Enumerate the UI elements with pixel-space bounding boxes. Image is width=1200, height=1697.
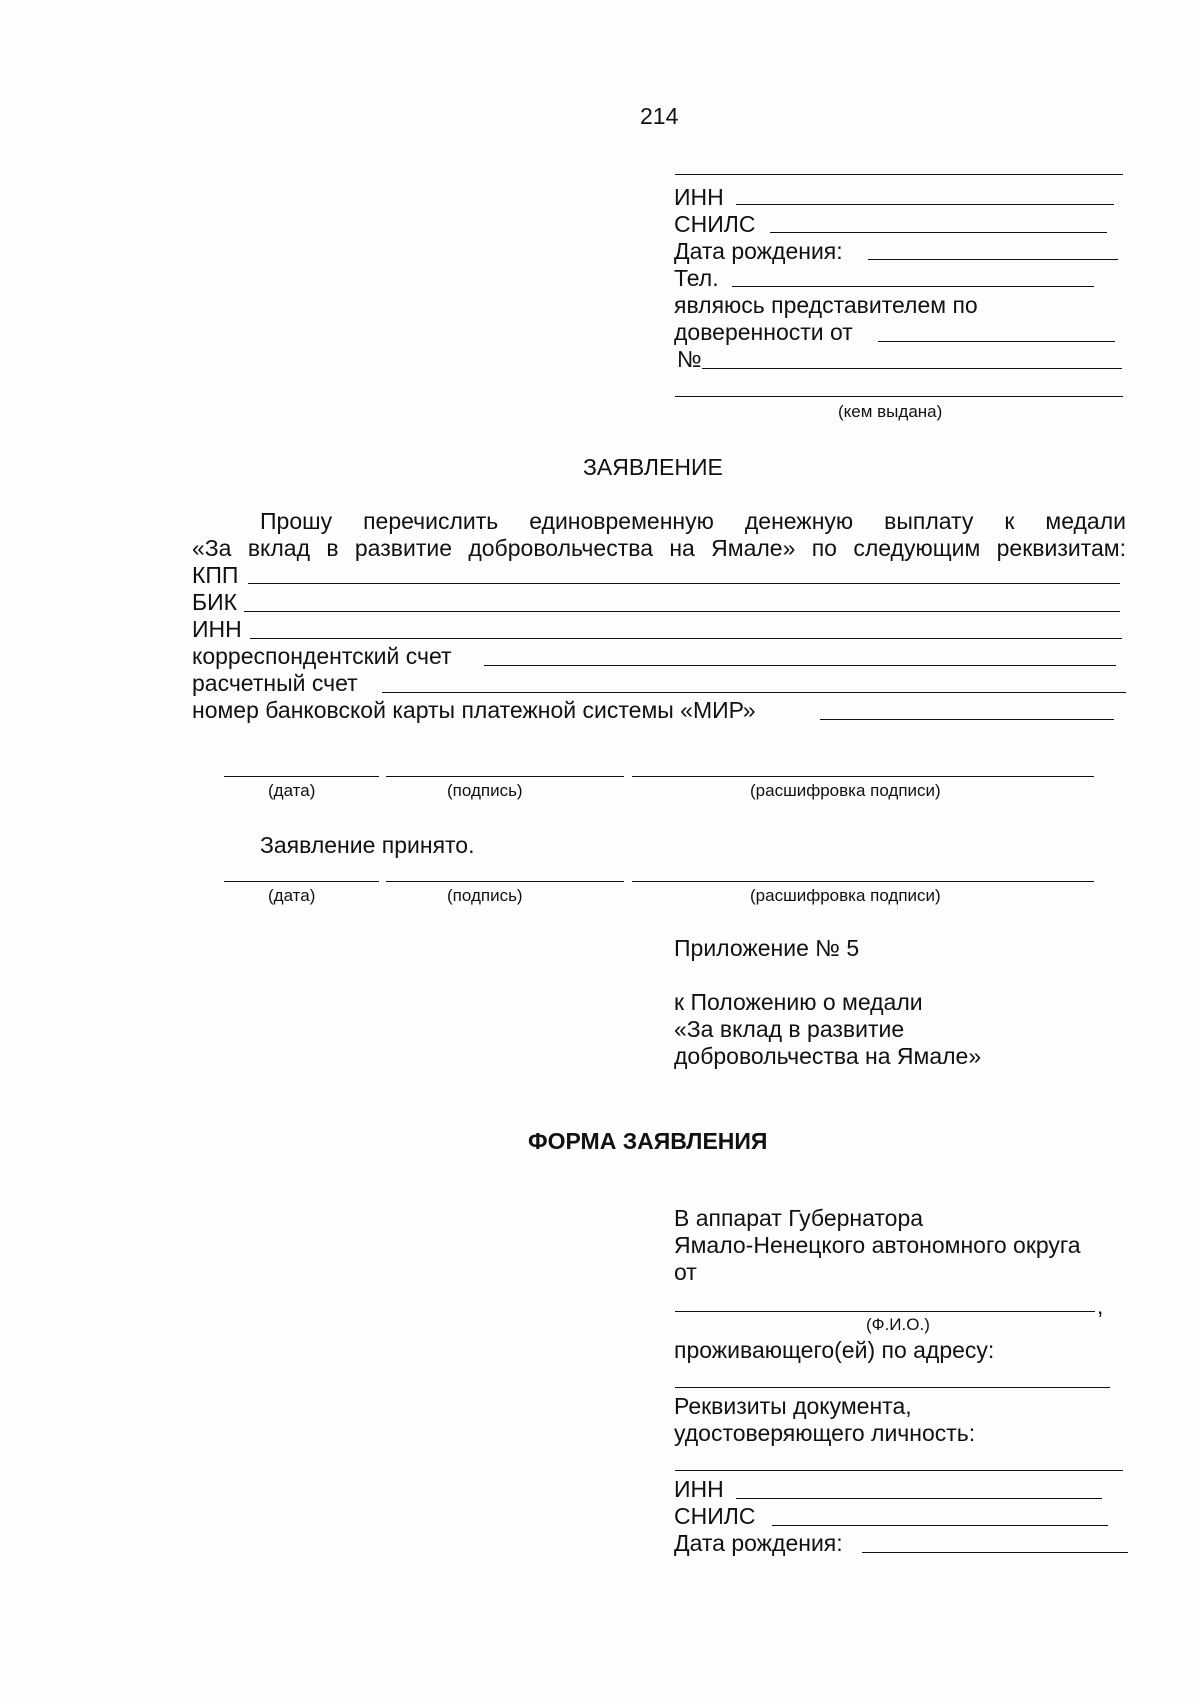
issued-by-caption: (кем выдана) [838, 402, 943, 421]
settlement-account-field[interactable] [382, 692, 1126, 693]
statement-accepted: Заявление принято. [260, 832, 475, 858]
address-field[interactable] [675, 1387, 1110, 1388]
date-caption-2: (дата) [268, 886, 316, 905]
appendix-title: Приложение № 5 [674, 935, 860, 961]
statement-paragraph-line1: Прошу перечислить единовременную денежную выплату к медали [260, 508, 1126, 534]
bank-inn-field[interactable] [250, 638, 1122, 639]
settlement-account-label: расчетный счет [192, 670, 358, 696]
appendix-line3: добровольчества на Ямале» [674, 1043, 982, 1069]
addressee-snils-field[interactable] [772, 1525, 1108, 1526]
inn-label: ИНН [674, 184, 724, 210]
address-label: проживающего(ей) по адресу: [674, 1337, 995, 1363]
poa-number-field[interactable] [702, 368, 1122, 369]
decode-caption-2: (расшифровка подписи) [750, 886, 941, 905]
decode-caption-1: (расшифровка подписи) [750, 781, 941, 800]
date-field-2[interactable] [224, 881, 379, 882]
representative-line2: доверенности от [674, 319, 853, 345]
inn-field[interactable] [736, 204, 1114, 205]
signature-decode-field-2[interactable] [632, 881, 1094, 882]
tel-field[interactable] [732, 286, 1094, 287]
kpp-label: КПП [192, 562, 239, 588]
id-doc-line2: удостоверяющего личность: [674, 1420, 976, 1446]
addressee-from: от [674, 1259, 697, 1285]
form-title: ФОРМА ЗАЯВЛЕНИЯ [528, 1128, 768, 1154]
corr-account-field[interactable] [484, 665, 1116, 666]
bik-label: БИК [192, 589, 238, 615]
dob-field[interactable] [868, 259, 1118, 260]
snils-field[interactable] [770, 232, 1107, 233]
signature-caption-2: (подпись) [447, 886, 523, 905]
date-field-1[interactable] [224, 776, 379, 777]
poa-date-field[interactable] [878, 341, 1115, 342]
corr-account-label: корреспондентский счет [192, 643, 452, 669]
signature-field-1[interactable] [386, 776, 624, 777]
fio-comma: , [1097, 1293, 1104, 1319]
addressee-line2: Ямало-Ненецкого автономного округа [674, 1232, 1081, 1258]
addressee-dob-field[interactable] [862, 1552, 1128, 1553]
bank-inn-label: ИНН [192, 616, 242, 642]
id-doc-field[interactable] [675, 1470, 1123, 1471]
fio-caption: (Ф.И.О.) [866, 1315, 930, 1334]
addressee-snils-label: СНИЛС [674, 1503, 756, 1529]
fio-field[interactable] [675, 1311, 1095, 1312]
addressee-dob-label: Дата рождения: [674, 1530, 843, 1556]
card-number-field[interactable] [820, 719, 1114, 720]
issued-by-field[interactable] [675, 396, 1123, 397]
signature-caption-1: (подпись) [447, 781, 523, 800]
statement-title: ЗАЯВЛЕНИЕ [583, 454, 723, 480]
name-line[interactable] [675, 174, 1123, 175]
number-label: № [677, 346, 702, 372]
appendix-line2: «За вклад в развитие [674, 1016, 905, 1042]
addressee-inn-label: ИНН [674, 1476, 724, 1502]
kpp-field[interactable] [248, 583, 1120, 584]
bik-field[interactable] [244, 611, 1120, 612]
card-number-label: номер банковской карты платежной системы «МИР» [192, 697, 756, 723]
signature-field-2[interactable] [386, 881, 624, 882]
tel-label: Тел. [674, 265, 719, 291]
addressee-inn-field[interactable] [736, 1498, 1102, 1499]
representative-line1: являюсь представителем по [674, 292, 978, 318]
appendix-line1: к Положению о медали [674, 989, 923, 1015]
signature-decode-field-1[interactable] [632, 776, 1094, 777]
statement-paragraph-line2: «За вклад в развитие добровольчества на Ямале» по следующим реквизитам: [192, 535, 1126, 561]
dob-label: Дата рождения: [674, 238, 843, 264]
id-doc-line1: Реквизиты документа, [674, 1393, 912, 1419]
date-caption-1: (дата) [268, 781, 316, 800]
addressee-line1: В аппарат Губернатора [674, 1205, 924, 1231]
snils-label: СНИЛС [674, 211, 756, 237]
page-number: 214 [640, 103, 679, 129]
